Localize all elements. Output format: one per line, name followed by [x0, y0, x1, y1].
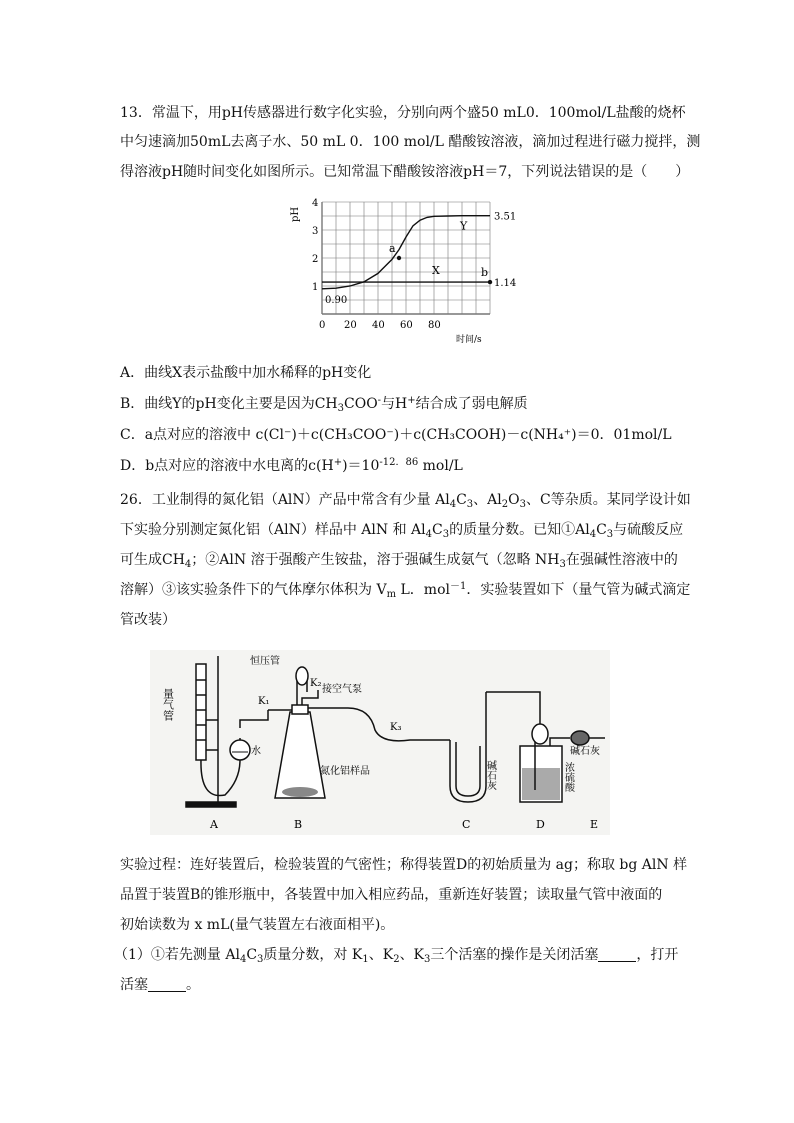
label-c: C — [462, 818, 471, 831]
q26-line-1: 26．工业制得的氮化铝（AlN）产品中常含有少量 $Al_4C_3$、$Al_2O_3$、C等杂质。某同学设计如 — [120, 492, 691, 510]
point-b — [488, 280, 492, 284]
y-tick-label: 4 — [312, 198, 319, 209]
process-line-3: 初始读数为 x mL(量气装置左右液面相平)。 — [120, 917, 395, 933]
chart-xlabel: 时间/s — [456, 335, 482, 345]
option-a: A．曲线X表示盐酸中加水稀释的pH变化 — [120, 365, 372, 381]
label-water: 水 — [251, 746, 261, 757]
label-soda-lime-e: 碱石灰 — [570, 746, 600, 757]
label-pump: 接空气泵 — [322, 684, 362, 695]
option-d: D．b点对应的溶液中水电离的$c(H^+)=10^{-12.86}$ mol/L — [120, 457, 463, 474]
option-b: B．曲线Y的pH变化主要是因为$CH_3COO^-$与H+结合成了弱电解质 — [120, 395, 528, 414]
series-x-label: X — [432, 264, 440, 278]
ph-chart — [290, 196, 517, 346]
q13-line-2: 中匀速滴加50mL去离子水、50 mL 0．100 mol/L 醋酸铵溶液，滴加过程进行磁力搅拌，测 — [120, 134, 701, 150]
apparatus-diagram — [150, 650, 610, 835]
y-tick-label: 2 — [312, 254, 319, 265]
x-tick-label: 60 — [400, 320, 413, 331]
label-tube: 量气管 — [161, 688, 175, 721]
q26-line-5: 管改装） — [120, 612, 176, 628]
y-tick-label: 1 — [312, 282, 319, 293]
label-e: E — [590, 818, 599, 831]
point-a — [397, 256, 401, 260]
y-tick-label: 3 — [312, 226, 319, 237]
x-tick-label: 20 — [344, 320, 357, 331]
q26-line-3: 可生成$CH_4$；②AlN 溶于强酸产生铵盐，溶于强碱生成氨气（忽略 $NH_3$在强碱性溶液中的 — [120, 552, 678, 570]
chart-ticks — [312, 198, 441, 331]
chart-ylabel: pH — [290, 206, 301, 222]
label-pressure-tube: 恒压管 — [250, 656, 280, 667]
label-acid: 浓硫酸 — [562, 762, 574, 792]
process-line-2: 品置于装置B的锥形瓶中，各装置中加入相应药品，重新连好装置；读取量气管中液面的 — [120, 887, 663, 903]
answer-blank-open[interactable] — [148, 975, 186, 992]
option-c: C．a点对应的溶液中 c(Cl⁻)＋c(CH₃COO⁻)＋c(CH₃COOH)－c(NH₄⁺)＝0．01mol/L — [120, 427, 672, 443]
label-k1: K₁ — [258, 696, 270, 707]
label-soda-lime-c: 碱石灰 — [484, 760, 496, 790]
label-k2: K₂ — [310, 678, 322, 689]
x-tick-label: 0 — [319, 320, 326, 331]
q13-line-1: 13．常温下，用pH传感器进行数字化实验，分别向两个盛50 mL0．100mol/L盐酸的烧杯 — [120, 105, 686, 121]
point-a-label: a — [389, 242, 396, 255]
label-a: A — [210, 818, 218, 831]
q26-line-4: 溶解）③该实验条件下的气体摩尔体积为 $V_m$ L．mol$^{-1}$．实验装置如下（量气管为碱式滴定 — [120, 581, 691, 600]
answer-blank-close[interactable] — [598, 945, 636, 962]
y-end-value: 3.51 — [494, 211, 517, 223]
question-1-line-1: （1）①若先测量 $Al_4C_3$质量分数，对 $K_1$、$K_2$、$K_3$三个活塞的操作是关闭活塞 ，打开 — [114, 947, 679, 965]
question-1-line-2: 活塞 。 — [120, 977, 200, 993]
point-b-label: b — [481, 266, 489, 280]
series-y-label: Y — [460, 219, 468, 233]
label-sample: 氮化铝样品 — [320, 766, 370, 777]
label-k3: K₃ — [390, 722, 402, 733]
label-b: B — [294, 818, 303, 831]
q13-line-3: 得溶液pH随时间变化如图所示。已知常温下醋酸铵溶液pH＝7，下列说法错误的是（ ） — [120, 164, 690, 180]
x-tick-label: 80 — [428, 320, 441, 331]
x-tick-label: 40 — [372, 320, 385, 331]
y-start-value: 0.90 — [325, 294, 348, 306]
process-line-1: 实验过程：连好装置后，检验装置的气密性；称得装置D的初始质量为 ag；称取 bg AlN 样 — [120, 857, 688, 873]
label-d: D — [536, 818, 545, 831]
x-end-value: 1.14 — [494, 278, 517, 290]
q26-line-2: 下实验分别测定氮化铝（AlN）样品中 AlN 和 $Al_4C_3$的质量分数。已知$①Al_4C_3$与硫酸反应 — [120, 522, 684, 540]
